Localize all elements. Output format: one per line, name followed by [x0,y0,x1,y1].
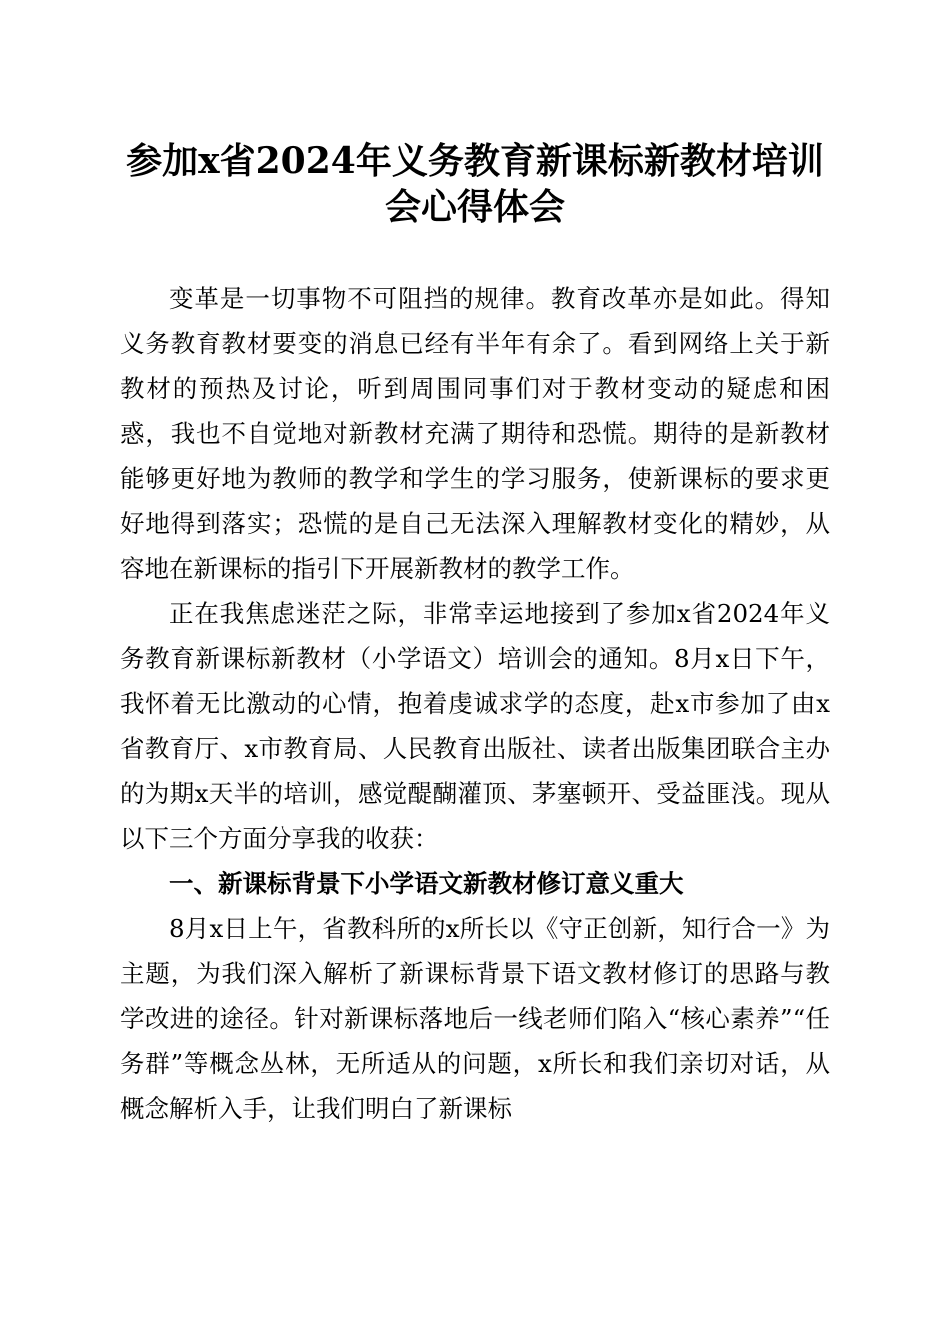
title-line-2: 会心得体会 [384,186,565,228]
paragraph-3: 8月x日上午，省教科所的x所长以《守正创新，知行合一》为主题，为我们深入解析了新课标背景下语文教材修订的思路与教学改进的途径。针对新课标落地后一线老师们陷入“核心素养”“任务群”等概念丛林，无所适从的问题，x所长和我们亲切对话，从概念解析入手，让我们明白了新课标 [120,914,830,1123]
title-line-1: 参加x省2024年义务教育新课标新教材培训 [126,140,824,182]
document-body [120,276,830,1131]
section-heading-1: 一、新课标背景下小学语文新教材修订意义重大 [169,869,684,898]
document-title [110,138,840,230]
paragraph-2: 正在我焦虑迷茫之际，非常幸运地接到了参加x省2024年义务教育新课标新教材（小学语文）培训会的通知。8月x日下午，我怀着无比激动的心情，抱着虔诚求学的态度，赴x市参加了由x省教育厅、x市教育局、人民教育出版社、读者出版集团联合主办的为期x天半的培训，感觉醍醐灌顶、茅塞顿开、受益匪浅。现从以下三个方面分享我的收获： [120,599,830,853]
paragraph-1: 变革是一切事物不可阻挡的规律。教育改革亦是如此。得知义务教育教材要变的消息已经有半年有余了。看到网络上关于新教材的预热及讨论，听到周围同事们对于教材变动的疑虑和困惑，我也不自觉地对新教材充满了期待和恐慌。期待的是新教材能够更好地为教师的教学和学生的学习服务，使新课标的要求更好地得到落实；恐慌的是自己无法深入理解教材变化的精妙，从容地在新课标的指引下开展新教材的教学工作。 [120,284,830,583]
